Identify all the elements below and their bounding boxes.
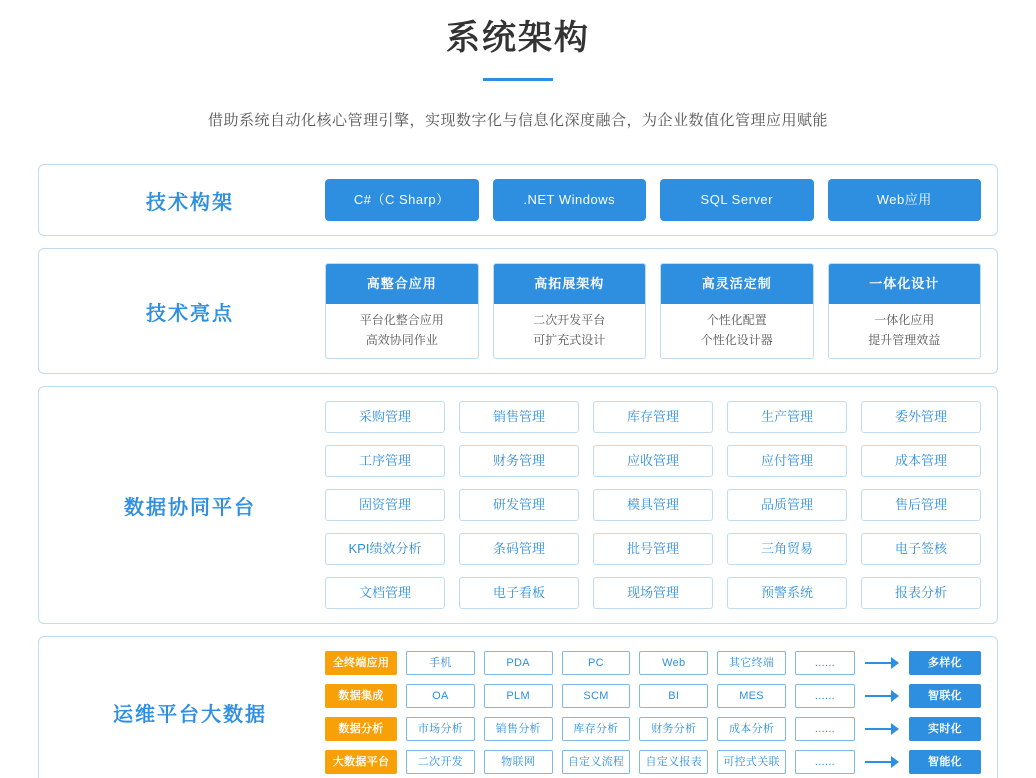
arrow-right-icon — [864, 750, 900, 774]
bigdata-item[interactable]: 自定义流程 — [562, 750, 631, 774]
section-body-tech-stack — [325, 179, 981, 221]
page-header — [0, 0, 1036, 130]
bigdata-table — [325, 651, 981, 774]
module-grid — [325, 401, 981, 609]
bigdata-item[interactable]: 库存分析 — [562, 717, 631, 741]
highlight-card-row — [325, 263, 981, 359]
highlight-card-body — [326, 304, 478, 358]
section-tech-highlights — [38, 248, 998, 374]
bigdata-item[interactable]: 物联网 — [484, 750, 553, 774]
module-chip[interactable]: 成本管理 — [861, 445, 981, 477]
bigdata-item[interactable]: 其它终端 — [717, 651, 786, 675]
bigdata-item[interactable]: PDA — [484, 651, 553, 675]
module-chip[interactable]: 应收管理 — [593, 445, 713, 477]
module-chip[interactable]: 批号管理 — [593, 533, 713, 565]
module-chip[interactable]: 三角贸易 — [727, 533, 847, 565]
highlight-card-title: 高拓展架构 — [494, 264, 646, 304]
module-chip[interactable]: 条码管理 — [459, 533, 579, 565]
module-chip[interactable]: 模具管理 — [593, 489, 713, 521]
module-chip[interactable]: 采购管理 — [325, 401, 445, 433]
highlight-card-title: 一体化设计 — [829, 264, 981, 304]
highlight-card[interactable] — [493, 263, 647, 359]
highlight-card-body — [494, 304, 646, 358]
tech-chip-row — [325, 179, 981, 221]
section-tech-stack — [38, 164, 998, 236]
bigdata-ellipsis: ...... — [795, 717, 855, 741]
bigdata-row — [325, 651, 981, 675]
sections-container — [38, 164, 998, 778]
module-chip[interactable]: 研发管理 — [459, 489, 579, 521]
bigdata-item[interactable]: 财务分析 — [639, 717, 708, 741]
module-chip[interactable]: 现场管理 — [593, 577, 713, 609]
bigdata-item[interactable]: 成本分析 — [717, 717, 786, 741]
module-chip[interactable]: 预警系统 — [727, 577, 847, 609]
highlight-card[interactable] — [325, 263, 479, 359]
page-subtitle: 借助系统自动化核心管理引擎，实现数字化与信息化深度融合，为企业数值化管理应用赋能 — [207, 112, 828, 129]
bigdata-row — [325, 750, 981, 774]
bigdata-outcome[interactable]: 实时化 — [909, 717, 981, 741]
module-chip[interactable]: 售后管理 — [861, 489, 981, 521]
tech-chip[interactable]: C#（C Sharp） — [325, 179, 479, 221]
page-title: 系统架构 — [446, 19, 590, 57]
section-data-platform — [38, 386, 998, 624]
highlight-card-line: 可扩充式设计 — [533, 333, 606, 347]
highlight-card-line: 个性化配置 — [706, 313, 767, 327]
bigdata-item[interactable]: OA — [406, 684, 475, 708]
module-chip[interactable]: 电子签核 — [861, 533, 981, 565]
section-bigdata-ops — [38, 636, 998, 778]
bigdata-item[interactable]: PLM — [484, 684, 553, 708]
module-chip[interactable]: 固资管理 — [325, 489, 445, 521]
highlight-card-line: 一体化应用 — [874, 313, 935, 327]
highlight-card[interactable] — [660, 263, 814, 359]
module-chip[interactable]: KPI绩效分析 — [325, 533, 445, 565]
highlight-card-body — [829, 304, 981, 358]
bigdata-row-lead[interactable]: 大数据平台 — [325, 750, 397, 774]
highlight-card-title: 高灵活定制 — [661, 264, 813, 304]
module-chip[interactable]: 委外管理 — [861, 401, 981, 433]
section-body-tech-highlights — [325, 263, 981, 359]
bigdata-item[interactable]: 二次开发 — [406, 750, 475, 774]
arrow-right-icon — [864, 717, 900, 741]
section-label-tech-highlights: 技术亮点 — [146, 302, 234, 325]
highlight-card-line: 个性化设计器 — [700, 333, 773, 347]
module-chip[interactable]: 财务管理 — [459, 445, 579, 477]
bigdata-outcome[interactable]: 智联化 — [909, 684, 981, 708]
bigdata-row — [325, 717, 981, 741]
highlight-card-line: 二次开发平台 — [533, 313, 606, 327]
bigdata-outcome[interactable]: 多样化 — [909, 651, 981, 675]
bigdata-row — [325, 684, 981, 708]
title-underline — [483, 78, 553, 81]
bigdata-ellipsis: ...... — [795, 750, 855, 774]
module-chip[interactable]: 品质管理 — [727, 489, 847, 521]
highlight-card-line: 平台化整合应用 — [359, 313, 444, 327]
section-label-bigdata-ops: 运维平台大数据 — [113, 704, 267, 726]
module-chip[interactable]: 文档管理 — [325, 577, 445, 609]
section-label-data-platform: 数据协同平台 — [124, 496, 256, 519]
highlight-card-body — [661, 304, 813, 358]
bigdata-row-lead[interactable]: 全终端应用 — [325, 651, 397, 675]
bigdata-item[interactable]: 销售分析 — [484, 717, 553, 741]
module-chip[interactable]: 工序管理 — [325, 445, 445, 477]
bigdata-item[interactable]: 手机 — [406, 651, 475, 675]
bigdata-ellipsis: ...... — [795, 651, 855, 675]
bigdata-ellipsis: ...... — [795, 684, 855, 708]
section-label-tech-stack: 技术构架 — [146, 191, 234, 214]
bigdata-item[interactable]: SCM — [562, 684, 631, 708]
module-chip[interactable]: 销售管理 — [459, 401, 579, 433]
highlight-card[interactable] — [828, 263, 982, 359]
module-chip[interactable]: 生产管理 — [727, 401, 847, 433]
arrow-right-icon — [864, 684, 900, 708]
bigdata-outcome[interactable]: 智能化 — [909, 750, 981, 774]
module-chip[interactable]: 报表分析 — [861, 577, 981, 609]
section-body-data-platform — [325, 401, 981, 609]
tech-chip[interactable]: Web应用 — [828, 179, 982, 221]
module-chip[interactable]: 应付管理 — [727, 445, 847, 477]
bigdata-item[interactable]: PC — [562, 651, 631, 675]
highlight-card-line: 高效协同作业 — [365, 333, 438, 347]
arrow-right-icon — [864, 651, 900, 675]
bigdata-item[interactable]: Web — [639, 651, 708, 675]
bigdata-row-lead[interactable]: 数据分析 — [325, 717, 397, 741]
highlight-card-line: 提升管理效益 — [868, 333, 941, 347]
tech-chip[interactable]: .NET Windows — [493, 179, 647, 221]
bigdata-item[interactable]: MES — [717, 684, 786, 708]
bigdata-row-lead[interactable]: 数据集成 — [325, 684, 397, 708]
bigdata-item[interactable]: 自定义报表 — [639, 750, 708, 774]
tech-chip[interactable]: SQL Server — [660, 179, 814, 221]
module-chip[interactable]: 库存管理 — [593, 401, 713, 433]
bigdata-item[interactable]: 市场分析 — [406, 717, 475, 741]
bigdata-item[interactable]: 可控式关联 — [717, 750, 786, 774]
bigdata-item[interactable]: BI — [639, 684, 708, 708]
module-chip[interactable]: 电子看板 — [459, 577, 579, 609]
section-body-bigdata-ops — [325, 651, 981, 774]
highlight-card-title: 高整合应用 — [326, 264, 478, 304]
